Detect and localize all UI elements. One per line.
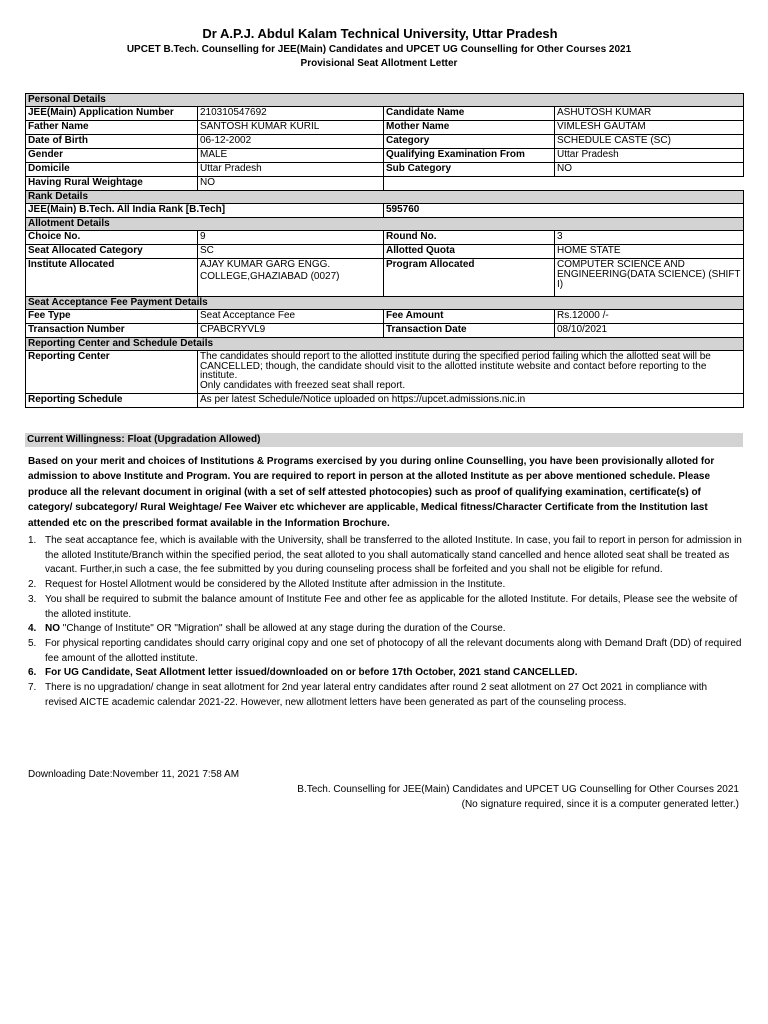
letter-title: Provisional Seat Allotment Letter xyxy=(300,58,458,69)
section-title: Allotment Details xyxy=(26,218,744,231)
table-row xyxy=(26,107,744,121)
seat-category: SC xyxy=(198,245,384,259)
field-label: Reporting Center xyxy=(26,351,198,394)
field-label: Transaction Number xyxy=(26,324,198,338)
section-title: Reporting Center and Schedule Details xyxy=(26,338,744,351)
rural-weightage: NO xyxy=(198,177,384,191)
date-of-birth: 06-12-2002 xyxy=(198,135,384,149)
table-row xyxy=(26,135,744,149)
reporting-schedule: As per latest Schedule/Notice uploaded on https://upcet.admissions.nic.in xyxy=(198,394,744,408)
footer-counselling: B.Tech. Counselling for JEE(Main) Candidates and UPCET UG Counselling for Other Courses 2021 xyxy=(297,784,739,795)
university-title: Dr A.P.J. Abdul Kalam Technical University, Uttar Pradesh xyxy=(202,26,558,41)
fee-type: Seat Acceptance Fee xyxy=(198,310,384,324)
table-row xyxy=(26,245,744,259)
choice-number: 9 xyxy=(198,231,384,245)
list-number: 4. xyxy=(28,623,37,635)
gender: MALE xyxy=(198,149,384,163)
field-label: Gender xyxy=(26,149,198,163)
section-fee-details xyxy=(26,297,744,310)
sub-category: NO xyxy=(555,163,744,177)
list-item xyxy=(28,534,742,578)
field-label: Having Rural Weightage xyxy=(26,177,198,191)
table-row xyxy=(26,351,744,394)
list-text: There is no upgradation/ change in seat allotment for 2nd year lateral entry candidates after round 2 seat allotment on 27 Oct 2021 in compliance with revised AICTE academic calendar 2021-22. However, new allotment letters have been generated as part of the counseling process. xyxy=(45,682,708,708)
table-row xyxy=(26,324,744,338)
section-rank-details xyxy=(26,191,744,204)
list-text: For UG Candidate, Seat Allotment letter issued/downloaded on or before 17th October, 2021 stand CANCELLED. xyxy=(45,667,578,679)
empty-cell xyxy=(384,177,555,191)
list-item xyxy=(28,637,742,666)
program-allocated: COMPUTER SCIENCE AND ENGINEERING(DATA SCIENCE) (SHIFT I) xyxy=(555,259,744,297)
field-label: Fee Type xyxy=(26,310,198,324)
father-name: SANTOSH KUMAR KURIL xyxy=(198,121,384,135)
list-number: 6. xyxy=(28,667,37,679)
section-allotment-details xyxy=(26,218,744,231)
table-row xyxy=(26,163,744,177)
section-reporting-details xyxy=(26,338,744,351)
empty-cell xyxy=(555,177,744,191)
field-label: Seat Allocated Category xyxy=(26,245,198,259)
notes-list xyxy=(28,534,742,710)
application-number: 210310547692 xyxy=(198,107,384,121)
reporting-center-text: The candidates should report to the allotted institute during the specified period failing which the allotted seat will be CANCELLED; though, the candidate should visit to the allotted institute website and contact before reporting to the institute. xyxy=(200,351,711,381)
field-label: JEE(Main) Application Number xyxy=(26,107,198,121)
section-personal-details xyxy=(26,94,744,107)
field-label: Mother Name xyxy=(384,121,555,135)
allotted-quota: HOME STATE xyxy=(555,245,744,259)
table-row xyxy=(26,394,744,408)
field-label: JEE(Main) B.Tech. All India Rank [B.Tech] xyxy=(26,204,384,218)
qualifying-exam: Uttar Pradesh xyxy=(555,149,744,163)
fee-amount: Rs.12000 /- xyxy=(555,310,744,324)
table-row xyxy=(26,204,744,218)
download-date: Downloading Date:November 11, 2021 7:58 AM xyxy=(28,769,240,780)
list-item xyxy=(28,578,742,593)
table-row xyxy=(26,231,744,245)
footer-signature-note: (No signature required, since it is a computer generated letter.) xyxy=(461,799,739,810)
field-label: Sub Category xyxy=(384,163,555,177)
field-label: Institute Allocated xyxy=(26,259,198,297)
field-label: Allotted Quota xyxy=(384,245,555,259)
field-label: Transaction Date xyxy=(384,324,555,338)
table-row xyxy=(26,121,744,135)
round-number: 3 xyxy=(555,231,744,245)
list-number: 5. xyxy=(28,637,37,649)
field-label: Qualifying Examination From xyxy=(384,149,555,163)
field-label: Fee Amount xyxy=(384,310,555,324)
candidate-name: ASHUTOSH KUMAR xyxy=(555,107,744,121)
list-text: Request for Hostel Allotment would be considered by the Alloted Institute after admission in the Institute. xyxy=(45,579,506,591)
field-label: Father Name xyxy=(26,121,198,135)
field-label: Choice No. xyxy=(26,231,198,245)
field-label: Reporting Schedule xyxy=(26,394,198,408)
domicile: Uttar Pradesh xyxy=(198,163,384,177)
list-number: 3. xyxy=(28,593,37,605)
institute-allocated: AJAY KUMAR GARG ENGG. COLLEGE,GHAZIABAD (0027) xyxy=(198,259,384,297)
list-bold-prefix: NO xyxy=(45,623,60,635)
section-title: Personal Details xyxy=(26,94,744,107)
category: SCHEDULE CASTE (SC) xyxy=(555,135,744,149)
transaction-date: 08/10/2021 xyxy=(555,324,744,338)
counselling-title: UPCET B.Tech. Counselling for JEE(Main) Candidates and UPCET UG Counselling for Other Courses 2021 xyxy=(126,44,632,55)
field-label: Round No. xyxy=(384,231,555,245)
field-label: Candidate Name xyxy=(384,107,555,121)
merit-paragraph: Based on your merit and choices of Institutions & Programs exercised by you during online Counselling, you have been provisionally alloted for admission to above Institute and Program. You are required to report in person at the alloted Institute as per above mentioned schedule. Please produce all the relevant document in original (with a set of self attested photocopies) such as proof of qualifying examination, certificate(s) of category/ subcategory/ Rural Weightage/ Fee Waiver etc whichever are applicable, Medical fitness/Character Certificate from the Institution last attended etc on the prescribed format available in the Information Brochure. xyxy=(28,456,715,529)
list-number: 1. xyxy=(28,535,37,546)
list-number: 2. xyxy=(28,579,37,591)
section-title: Seat Acceptance Fee Payment Details xyxy=(26,297,744,310)
current-willingness: Current Willingness: Float (Upgradation Allowed) xyxy=(25,433,743,447)
list-item xyxy=(28,622,742,637)
table-row xyxy=(26,310,744,324)
all-india-rank: 595760 xyxy=(384,204,744,218)
list-item xyxy=(28,593,742,622)
list-item xyxy=(28,681,742,710)
reporting-center xyxy=(198,351,744,394)
section-title: Rank Details xyxy=(26,191,744,204)
table-row xyxy=(26,177,744,191)
field-label: Program Allocated xyxy=(384,259,555,297)
list-text: For physical reporting candidates should carry original copy and one set of photocopy of all the relevant documents along with Demand Draft (DD) of required fee amount of the allotted institute. xyxy=(45,637,742,664)
field-label: Category xyxy=(384,135,555,149)
list-text: "Change of Institute" OR "Migration" shall be allowed at any stage during the duration of the Course. xyxy=(60,623,506,635)
table-row xyxy=(26,259,744,297)
details-table xyxy=(25,93,744,408)
list-item xyxy=(28,666,742,681)
list-text: The seat accaptance fee, which is available with the University, shall be transferred to the alloted Institute. In case, you fail to report in person for admission in the alloted Institute/Branch within the specified period, the seat alloted to you shall automatically stand cancelled and hence alloted seat shall be treated as vacant. Further,in such a case, the fee submitted by you during counseling process shall be forfeited and you shall not be eligible for refund. xyxy=(45,535,742,576)
transaction-number: CPABCRYVL9 xyxy=(198,324,384,338)
field-label: Date of Birth xyxy=(26,135,198,149)
table-row xyxy=(26,149,744,163)
mother-name: VIMLESH GAUTAM xyxy=(555,121,744,135)
list-number: 7. xyxy=(28,682,37,694)
list-text: You shall be required to submit the balance amount of Institute Fee and other fee as applicable for the alloted Institute. For details, Please see the website of the alloted institute. xyxy=(45,593,738,620)
field-label: Domicile xyxy=(26,163,198,177)
reporting-center-note: Only candidates with freezed seat shall report. xyxy=(200,379,406,391)
letter-header xyxy=(0,26,768,71)
